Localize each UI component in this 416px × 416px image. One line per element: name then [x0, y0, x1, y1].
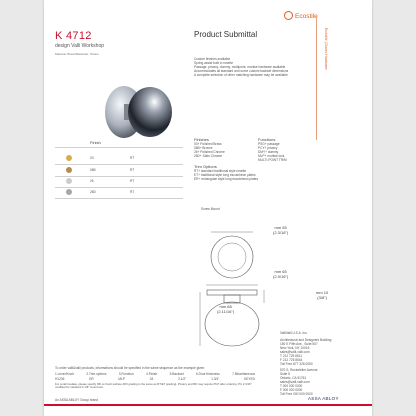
- ordering-note: For small insulate, please specify RD on fresh surface (RD grading is the same as RT/ET grading). Privacy and RD may require PGT after ordering. PU 2.3/16" modified for standard 2.1/8" cross bore.: [55, 382, 252, 390]
- finish-table-header: Finish: [90, 140, 101, 145]
- brand-logo: [284, 12, 318, 21]
- contact-block-2: 570 S. Rockefeller Avenue Suite 5 Ontario, CA 91761 sales@valli-valli.com T 000 000 0000 F 000 000 0000 Toll Free 000 000 0000: [280, 368, 318, 396]
- dimension-top: mm 55 (2.3/16"): [273, 225, 289, 235]
- model-subtitle: design Valli Workshop: [55, 43, 105, 49]
- column-header: 3.Function: [118, 372, 134, 376]
- divider: [55, 164, 183, 165]
- column-header: 2.Trim options: [86, 372, 107, 376]
- example-cell: ER: [89, 377, 94, 381]
- finishes-block: [194, 137, 225, 158]
- list-item: PCY+ privacy: [258, 146, 278, 150]
- list-item: ET+ traditional style long escutcheon plates: [194, 173, 256, 177]
- list-item: 06B+ Bronze: [194, 146, 213, 150]
- ordering-intro: To order valli&valli products, informations should be specified in the same sequence as the example given:: [55, 366, 206, 370]
- list-item: 26+ Polished Chrome: [194, 150, 225, 154]
- rosette-side-outline: [207, 290, 257, 295]
- side-divider: [316, 18, 317, 140]
- example-cell: 03: [149, 377, 154, 381]
- list-item: Passage, privacy, dummy, multipoint, mortise hardware available: [194, 65, 286, 69]
- list-item: Accommodates all standard and some custom backset dimensions: [194, 69, 289, 73]
- column-header: 5.Backset: [169, 372, 184, 376]
- side-tab: Ecostile | Doors Hardware: [324, 28, 328, 70]
- example-cell: KEYED: [244, 377, 255, 381]
- knob-front-outline: [211, 236, 253, 278]
- column-header: 1.Lever/Knob: [55, 372, 74, 376]
- example-cell: H1236: [55, 377, 65, 381]
- finish-swatch-06b: [66, 167, 72, 173]
- footer-group-note: An ASSA ABLOY Group brand: [55, 398, 98, 402]
- finish-swatch-26d: [66, 189, 72, 195]
- list-item: MLP+ mortise lock: [258, 154, 285, 158]
- assa-abloy-logo: ASSA ABLOY: [308, 396, 339, 401]
- brand-logo-icon: [284, 11, 293, 20]
- ordering-example: [55, 377, 255, 381]
- list-item: ER+ rectangular style long escutcheon plates: [194, 177, 259, 181]
- divider: [55, 176, 183, 177]
- finish-swatch-03: [66, 155, 72, 161]
- trim-options-block: [194, 164, 258, 181]
- drawing-label: Screw Mount: [201, 207, 220, 211]
- dimension-mid: mm 65 (2.9/16"): [273, 269, 289, 279]
- column-header: 6.Door thickness: [195, 372, 220, 376]
- footer-rule: [44, 404, 372, 406]
- dimension-left: mm 68 (2.11/16"): [217, 304, 235, 314]
- finish-swatch-26: [66, 178, 72, 184]
- finish-code: 06B: [90, 168, 96, 172]
- section-title: Finishes: [194, 137, 209, 142]
- functions-block: [258, 137, 287, 162]
- list-item: DMY+ dummy: [258, 150, 279, 154]
- column-header: 4.Finish: [146, 372, 158, 376]
- list-item: Spring assist built in rosette: [194, 61, 233, 65]
- contact-block: ValliValli U.S.A. Inc. Architectural and Designers Building 150 E Fifth Ave., Suite 507 New York, NY 10016 sales@valli-valli.com T 212 725 8511 F 212 725 8544 Toll Free 877 326 0050: [280, 331, 332, 366]
- section-title: Trim Options: [194, 164, 217, 169]
- example-cell: 2.1/2": [178, 377, 187, 381]
- example-cell: MLP: [118, 377, 125, 381]
- divider: [55, 198, 183, 199]
- column-header: 7.Miscellaneous: [232, 372, 255, 376]
- list-item: Custom finishes available: [194, 57, 231, 61]
- example-cell: 1.3/4": [211, 377, 220, 381]
- model-number: K 4712: [55, 30, 92, 42]
- finish-code: 03: [90, 156, 94, 160]
- model-material: Material: Brass/Materiale: Ottone: [55, 52, 99, 56]
- finish-code: 26D: [90, 190, 96, 194]
- finish-suffix: RT: [130, 179, 135, 183]
- finish-suffix: RT: [130, 156, 135, 160]
- finish-code: 26: [90, 179, 94, 183]
- divider: [55, 187, 183, 188]
- divider: [55, 147, 183, 148]
- brand-name: Ecostile: [295, 13, 318, 21]
- knob-inner-outline: [218, 243, 246, 271]
- list-item: 26D+ Satin Chrome: [194, 154, 223, 158]
- list-item: RT+ standard traditional style rosette: [194, 169, 247, 173]
- contact-company: ValliValli U.S.A. Inc.: [280, 331, 308, 335]
- submittal-sheet: [44, 0, 372, 416]
- knob-shape: [128, 87, 172, 137]
- list-item: MULTI-POINT TRIM: [258, 158, 287, 162]
- dimension-right: mm 10 (3/8"): [316, 290, 329, 300]
- list-item: 03+ Polished Brass: [194, 142, 222, 146]
- ordering-columns: [55, 372, 255, 376]
- document-title: Product Submittal: [194, 30, 258, 39]
- finish-suffix: RT: [130, 168, 135, 172]
- product-image: [102, 80, 176, 142]
- section-title: Functions: [258, 137, 276, 142]
- features-list: [194, 57, 288, 77]
- finish-suffix: RT: [130, 190, 135, 194]
- list-item: A complete selection of other matching hardware may be available: [194, 73, 288, 77]
- list-item: PSG+ passage: [258, 142, 280, 146]
